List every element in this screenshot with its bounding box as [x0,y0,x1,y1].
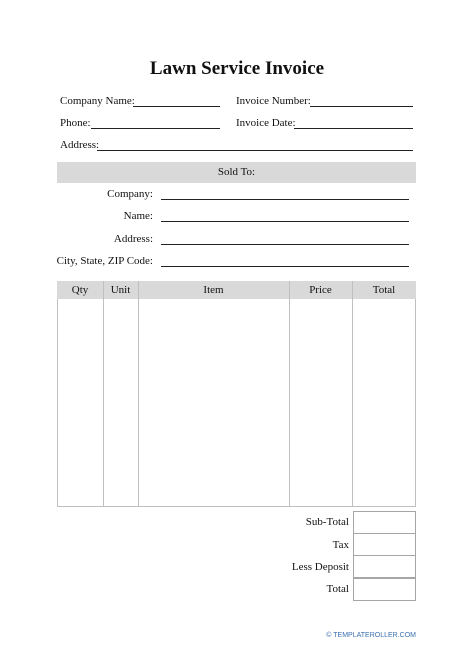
sold-to-address-label: Address: [113,233,153,245]
sold-to-company-field[interactable] [161,199,409,200]
col-price-header: Price [309,284,332,296]
less-deposit-label: Less Deposit [291,561,349,573]
sold-to-name-field[interactable] [161,221,409,222]
sold-to-name-label: Name: [123,210,153,222]
col-divider-price-total [352,281,353,507]
col-divider-item-price [289,281,290,507]
col-divider-qty-unit [103,281,104,507]
sub-total-box[interactable] [353,511,416,534]
phone-label: Phone: [60,117,91,129]
phone-field[interactable] [91,128,220,129]
invoice-date-label: Invoice Date: [236,117,296,129]
col-divider-unit-item [138,281,139,507]
sold-to-city-field[interactable] [161,266,409,267]
col-qty-header: Qty [71,284,89,296]
sold-to-heading: Sold To: [217,166,256,178]
company-name-field[interactable] [133,106,220,107]
sold-to-city-label: City, State, ZIP Code: [56,255,153,267]
items-table [57,281,416,507]
col-total-header: Total [372,284,396,296]
address-field[interactable] [97,150,413,151]
col-unit-header: Unit [110,284,131,296]
invoice-number-label: Invoice Number: [236,95,311,107]
invoice-title: Lawn Service Invoice [149,58,325,79]
footer-credit[interactable]: © TEMPLATEROLLER.COM [326,632,416,639]
company-name-label: Company Name: [60,95,135,107]
sold-to-address-field[interactable] [161,244,409,245]
sub-total-label: Sub-Total [305,516,349,528]
address-label: Address: [60,139,100,151]
tax-label: Tax [332,539,349,551]
col-item-header: Item [203,284,224,296]
sold-to-company-label: Company: [107,188,153,200]
invoice-date-field[interactable] [294,128,413,129]
less-deposit-box[interactable] [353,555,416,578]
invoice-number-field[interactable] [310,106,413,107]
tax-box[interactable] [353,533,416,556]
total-box[interactable] [353,578,416,601]
total-label: Total [326,583,349,595]
